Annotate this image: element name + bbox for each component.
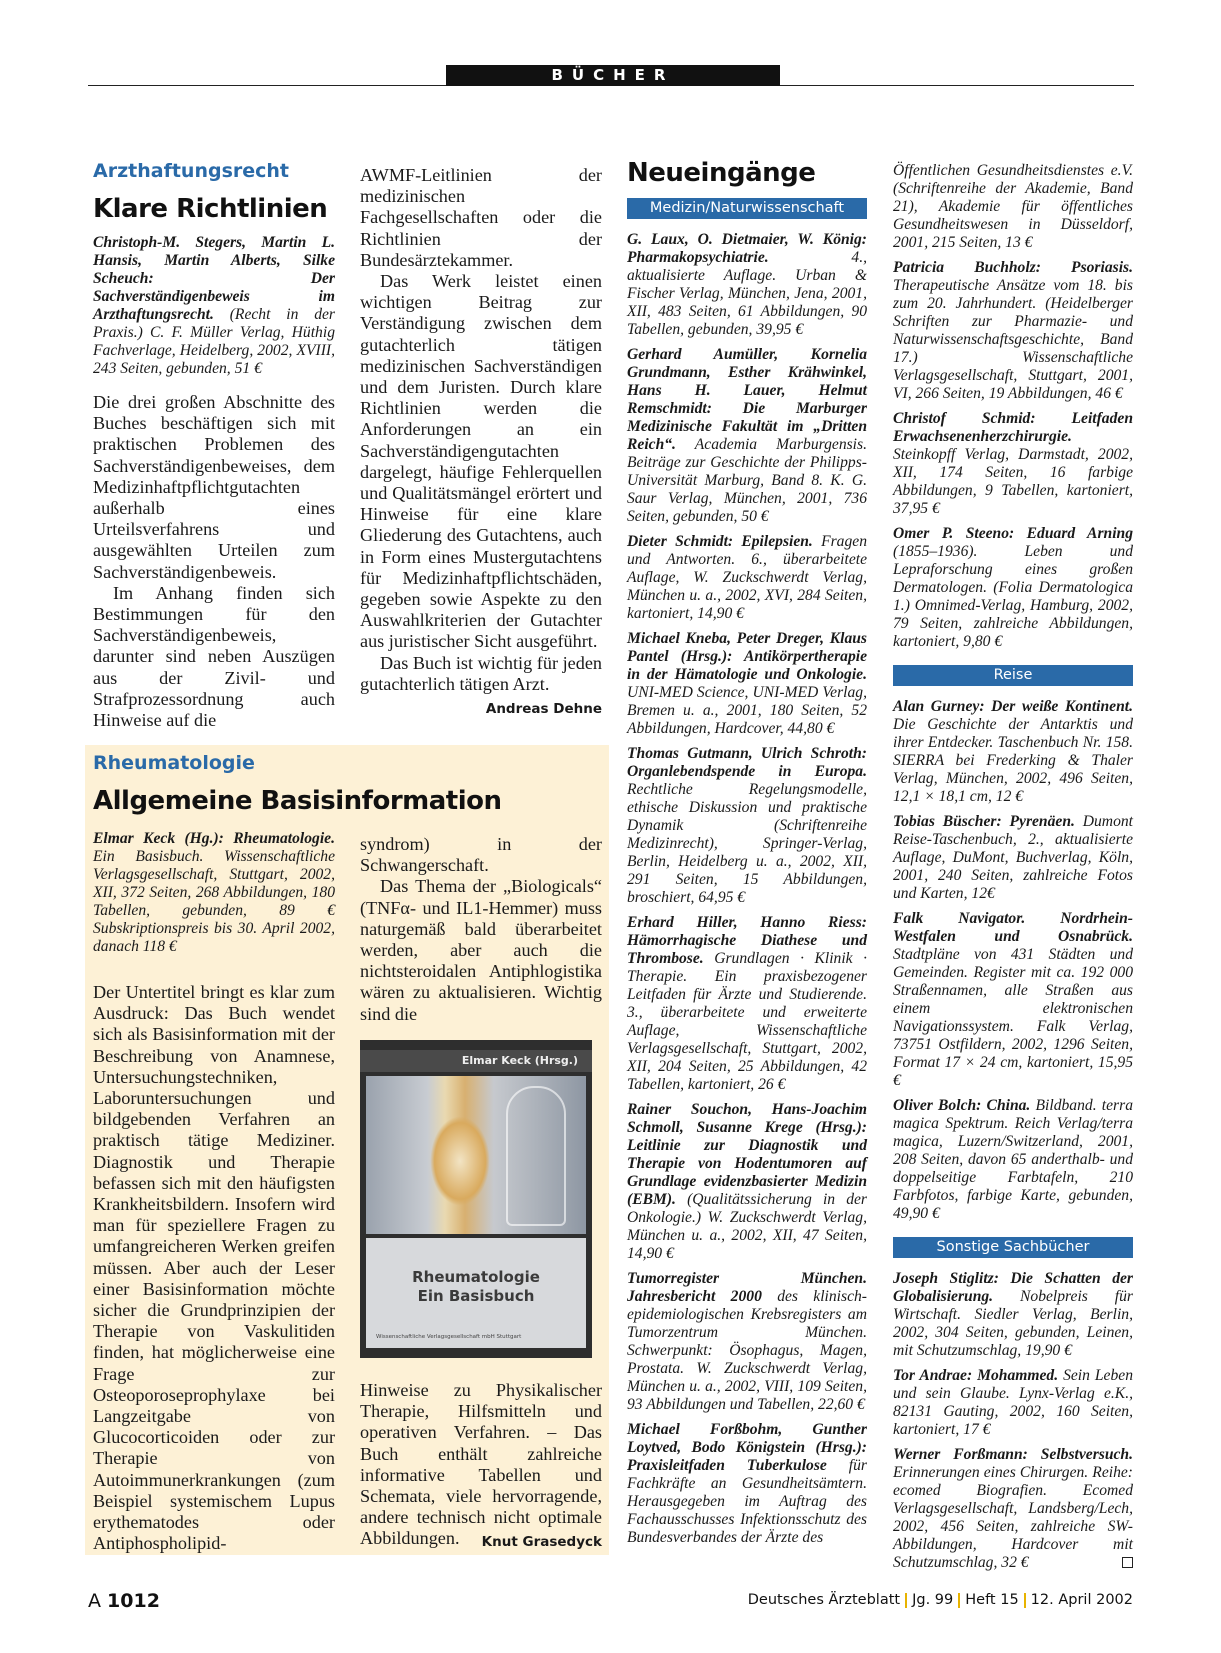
book-entry-title: Gerhard Aumüller, Kornelia Grundmann, Esther Krähwinkel, Hans H. Lauer, Helmut Remschmidt: Die Marburger Medizinische Fakultät im „Dritten Reich“. (627, 346, 867, 453)
article2-paragraph-4-text: Hinweise zu Physikalischer Therapie, Hilfsmitteln und operativen Verfahren. – Das Buch enthält zahlreiche informative Tabellen und Schemata, viele hervorragende, andere technisch nicht optimale Abbildungen. (360, 1380, 602, 1549)
book-entry-title: Falk Navigator. Nordrhein-Westfalen und Osnabrück. (893, 910, 1133, 945)
book-entry-details: Rechtliche Regelungsmodelle, ethische Diskussion und praktische Dynamik (Schriftenreihe Medizinrecht), Springer-Verlag, Berlin, Heidelberg u. a., 2002, XII, 291 Seiten, 15 Abbildungen, broschiert, 64,95 € (627, 781, 867, 906)
book-entry (627, 231, 867, 339)
book-entry-details: Dumont Reise-Taschenbuch, 2., aktualisierte Auflage, DuMont, Buchverlag, Köln, 2001, 240 Seiten, zahlreiche Fotos und Karten, 12€ (893, 813, 1133, 902)
cover-knee-joint-graphic (430, 1116, 490, 1206)
page-number-value: 1012 (107, 1590, 160, 1612)
article2-col2-bottom (360, 1380, 602, 1554)
cover-figure-graphic (506, 1086, 566, 1226)
journal-date: 12. April 2002 (1030, 1592, 1133, 1608)
book-entry (893, 525, 1133, 651)
book-entry-title: Rainer Souchon, Hans-Joachim Schmoll, Susanne Krege (Hrsg.): Leitlinie zur Diagnostik und Therapie von Hodentumoren auf Grundlage evidenzbasierter Medizin (EBM). (627, 1101, 867, 1208)
book-entry (893, 1097, 1133, 1223)
separator (905, 1593, 907, 1608)
article1-paragraph-5 (360, 652, 602, 718)
book-entry-title: Oliver Bolch: China. (893, 1097, 1031, 1114)
article1-paragraph-4: Das Werk leistet einen wichtigen Beitrag zur Verständigung zwischen dem gutachterlich tätigen medizinischen Sachverständigen und dem Juristen. Durch klare Richtlinien werden die Anforderungen an ein Sachverständigengutachten dargelegt, häufige Fehlerquellen und Qualitätsmängel erörtert und Hinweise für eine klare Gliederung des Gutachtens, auch in Form eines Mustergutachtens für Medizinhaftpflichtschäden, gegeben sowie Aspekte zu den Auswahlkriterien der Gutachter aus juristischer Sicht ausgeführt. (360, 271, 602, 652)
book-entry-title: G. Laux, O. Dietmaier, W. König: Pharmakopsychiatrie. (627, 231, 867, 266)
article1-paragraph-2: Im Anhang finden sich Bestimmungen für den Sachverständigenbeweis, darunter sind neben Auszügen aus der Zivil- und Strafprozessordnung auch Hinweise auf die (93, 582, 335, 731)
book-entry-title: Erhard Hiller, Hanno Riess: Hämorrhagische Diathese und Thrombose. (627, 914, 867, 967)
article2-author: Knut Grasedyck (481, 1534, 602, 1551)
page-number (88, 1590, 160, 1612)
article2-col2-top (360, 834, 602, 1025)
category-reise: Reise (893, 665, 1133, 686)
article2-head (93, 752, 593, 816)
book-entry-title: Thomas Gutmann, Ulrich Schroth: Organlebendspende in Europa. (627, 745, 867, 780)
book-entry-title: Joseph Stiglitz: Die Schatten der Globalisierung. (893, 1270, 1133, 1305)
book-entry-details: des klinisch-epidemiologischen Krebsregisters am Tumorzentrum München. Schwerpunkt: Ösophagus, Magen, Prostata. W. Zuckschwerdt Verlag, München u. a., 2002, VIII, 109 Seiten, 93 Abbildungen und Tabellen, 22,60 € (627, 1288, 867, 1413)
neueingaenge-list-medizin-cont (893, 162, 1133, 651)
page-prefix: A (88, 1590, 101, 1612)
book-entry-details: Academia Marburgensis. Beiträge zur Geschichte der Philipps-Universität Marburg, Band 8. K. G. Saur Verlag, München, 2001, 736 Seiten, gebunden, 50 € (627, 436, 867, 525)
book-entry (627, 1421, 867, 1547)
book-entry-title: Tumorregister München. Jahresbericht 2000 (627, 1270, 867, 1305)
journal-info (748, 1592, 1133, 1608)
book-entry-details: Nobelpreis für Wirtschaft. Siedler Verlag, Berlin, 2002, 304 Seiten, gebunden, Leinen, mit Schutzumschlag, 19,90 € (893, 1288, 1133, 1359)
cover-publisher: Wissenschaftliche Verlagsgesellschaft mbH Stuttgart (376, 1334, 522, 1340)
book-entry-title: Christof Schmid: Leitfaden Erwachsenenherzchirurgie. (893, 410, 1133, 445)
book-entry-details: Therapeutische Ansätze vom 18. bis zum 20. Jahrhundert. (Heidelberger Schriften zur Pharmazie- und Naturwissenschaftsgeschichte, Band 17.) Wissenschaftliche Verlagsgesellschaft, Stuttgart, 2001, VI, 266 Seiten, 19 Abbildungen, 46 € (893, 277, 1133, 402)
neueingaenge-list-medizin (627, 231, 867, 1547)
book-entry (893, 813, 1133, 903)
book-entry-title: Patricia Buchholz: Psoriasis. (893, 259, 1133, 276)
neueingaenge-col2 (893, 162, 1133, 1579)
book-entry-title: Werner Forßmann: Selbstversuch. (893, 1446, 1133, 1463)
book-entry (893, 259, 1133, 403)
article2-paragraph-1: Der Untertitel bringt es klar zum Ausdruck: Das Buch wendet sich als Basisinformation mit der Beschreibung von Anamnese, Untersuchungstechniken, Laboruntersuchungen und bildgebenden Verfahren an praktisch tätige Mediziner. Diagnostik und Therapie befassen sich mit den häufigsten Krankheitsbildern. Insofern wird man für speziellere Fragen zu umfangreicheren Werken greifen müssen. Aber auch der Leser einer Basisinformation möchte sicher die Grundprinzipien der Therapie von Vaskulitiden finden, hat möglicherweise eine Frage zur Osteoporoseprophylaxe bei Langzeitgabe von Glucocorticoiden oder zur Therapie von Autoimmunerkrankungen (zum Beispiel systemischem Lupus erythematodes oder Antiphospholipid- (93, 982, 335, 1554)
book-entry (893, 162, 1133, 252)
article2-col1 (93, 830, 335, 1554)
article2-paragraph-2: syndrom) in der Schwangerschaft. (360, 834, 602, 876)
article2-biblio-rest: Ein Basisbuch. Wissenschaftliche Verlagsgesellschaft, Stuttgart, 2002, XII, 372 Seiten, 268 Abbildungen, 180 Tabellen, gebunden, 89 € Subskriptionspreis bis 30. April 2002, danach 118 € (93, 848, 335, 955)
book-entry (627, 630, 867, 738)
neueingaenge-list-reise (893, 698, 1133, 1223)
article1-paragraph-3: AWMF-Leitlinien der medizinischen Fachgesellschaften oder die Richtlinien der Bundesärztekammer. (360, 165, 602, 270)
article1-paragraph-1: Die drei großen Abschnitte des Buches beschäftigen sich mit praktischen Problemen des Sachverständigenbeweises, dem Medizinhaftpflichtgutachten außerhalb eines Urteilsverfahrens und ausgewählten Urteilen zum Sachverständigenbeweis. (93, 392, 335, 582)
book-entry-details: Sein Leben und sein Glaube. Lynx-Verlag e.K., 82131 Gauting, 2002, 160 Seiten, kartoniert, 17 € (893, 1367, 1133, 1438)
book-entry (627, 1101, 867, 1263)
book-entry-title: Michael Kneba, Peter Dreger, Klaus Pantel (Hrsg.): Antikörpertherapie in der Hämatologie und Onkologie. (627, 630, 867, 683)
article1-col1 (93, 160, 335, 731)
book-entry (627, 745, 867, 907)
article1-biblio (93, 234, 335, 378)
book-entry-details: Steinkopff Verlag, Darmstadt, 2002, XII, 174 Seiten, 16 farbige Abbildungen, 9 Tabellen, kartoniert, 37,95 € (893, 446, 1133, 517)
book-entry (627, 914, 867, 1094)
category-medizin: Medizin/Naturwissenschaft (627, 198, 867, 219)
journal-volume: Jg. 99 (912, 1592, 954, 1608)
book-entry-details: Grundlagen · Klinik · Therapie. Ein praxisbezogener Leitfaden für Ärzte und Studierende. 3., überarbeitete und erweiterte Auflage, Wissenschaftliche Verlagsgesellschaft, Stuttgart, 2002, XII, 204 Seiten, 25 Abbildungen, 42 Tabellen, kartoniert, 26 € (627, 950, 867, 1093)
cover-title-line2: Ein Basisbuch (417, 1287, 535, 1305)
neueingaenge-title: Neueingänge (627, 158, 816, 188)
book-entry (627, 346, 867, 526)
end-mark-icon (1122, 1557, 1133, 1568)
cover-editor: Elmar Keck (Hrsg.) (360, 1050, 592, 1072)
book-entry (893, 698, 1133, 806)
cover-title-line1: Rheumatologie (412, 1268, 540, 1286)
book-entry-details: UNI-MED Science, UNI-MED Verlag, Bremen u. a., 2001, 180 Seiten, 52 Abbildungen, Hardcover, 44,80 € (627, 684, 867, 737)
category-sonstige: Sonstige Sachbücher (893, 1237, 1133, 1258)
article2-paragraph-3: Das Thema der „Biologicals“ (TNFα- und IL1-Hemmer) muss naturgemäß bald überarbeitet werden, aber auch die nichtsteroidalen Antiphlogistika wären zu aktualisieren. Wichtig sind die (360, 876, 602, 1024)
article1-biblio-bold: Christoph-M. Stegers, Martin L. Hansis, Martin Alberts, Silke Scheuch: Der Sachverständigenbeweis im Arzthaftungsrecht. (93, 234, 335, 323)
book-entry (893, 910, 1133, 1090)
journal-issue: Heft 15 (965, 1592, 1019, 1608)
book-entry-details: Bildband. terra magica Spektrum. Reich Verlag/terra magica, Luzern/Switzerland, 2001, 208 Seiten, davon 65 anderthalb- und doppelseitige Farbtafeln, 210 Farbfotos, farbige Karte, gebunden, 49,90 € (893, 1097, 1133, 1222)
article2-kicker: Rheumatologie (93, 752, 255, 774)
article1-paragraph-5-text: Das Buch ist wichtig für jeden gutachterlich tätigen Arzt. (360, 652, 602, 694)
article1-title: Klare Richtlinien (93, 194, 328, 224)
section-label: BÜCHER (446, 65, 780, 86)
book-entry-details: Fragen und Antworten. 6., überarbeitete Auflage, W. Zuckschwerdt Verlag, München u. a., 2002, XVI, 284 Seiten, kartoniert, 14,90 € (627, 533, 867, 622)
book-entry (893, 1367, 1133, 1439)
book-entry (627, 1270, 867, 1414)
separator (1024, 1593, 1026, 1608)
book-entry-details: (1855–1936). Leben und Lepraforschung eines großen Dermatologen. (Folia Dermatologica 1.) Omnimed-Verlag, Hamburg, 2002, 79 Seiten, zahlreiche Abbildungen, kartoniert, 9,80 € (893, 543, 1133, 650)
book-entry-title: Omer P. Steeno: Eduard Arning (893, 525, 1133, 542)
cover-title (374, 1268, 578, 1306)
book-entry-title: Alan Gurney: Der weiße Kontinent. (893, 698, 1133, 715)
book-entry-title: Dieter Schmidt: Epilepsien. (627, 533, 813, 550)
book-entry-details: Stadtpläne von 431 Städten und Gemeinden. Register mit ca. 192 000 Straßennamen, alle Straßen aus einem elektronischen Navigationssystem. Falk Verlag, 73751 Ostfildern, 2002, 1296 Seiten, Format 17 × 24 cm, kartoniert, 15,95 € (893, 946, 1133, 1089)
book-entry (893, 1446, 1133, 1572)
article1-biblio-rest: (Recht in der Praxis.) C. F. Müller Verlag, Hüthig Fachverlage, Heidelberg, 2002, XVIII, 243 Seiten, gebunden, 51 € (93, 306, 336, 377)
book-entry-details: für Fachkräfte an Gesundheitsämtern. Herausgegeben im Auftrag des Fachausschusses Infektionsschutz des Bundesverbandes der Ärzte des (627, 1457, 867, 1546)
book-entry-details: (Qualitätssicherung in der Onkologie.) W. Zuckschwerdt Verlag, München u. a., 2002, XII, 47 Seiten, 14,90 € (627, 1191, 867, 1262)
book-entry-details: Öffentlichen Gesundheitsdienstes e.V. (Schriftenreihe der Akademie, Band 21), Akademie für öffentliches Gesundheitswesen in Düsseldorf, 2001, 215 Seiten, 13 € (893, 162, 1133, 251)
book-entry (627, 533, 867, 623)
neueingaenge-col1 (627, 158, 867, 1554)
article1-col2 (360, 165, 602, 720)
book-entry-title: Michael Forßbohm, Gunther Loytved, Bodo Königstein (Hrsg.): Praxisleitfaden Tuberkulose (627, 1421, 867, 1474)
book-entry (893, 410, 1133, 518)
book-entry (893, 1270, 1133, 1360)
book-entry-details: 4., aktualisierte Auflage. Urban & Fischer Verlag, München, Jena, 2001, XII, 483 Seiten, 61 Abbildungen, 90 Tabellen, gebunden, 39,95 € (627, 249, 867, 338)
article1-author: Andreas Dehne (485, 701, 602, 718)
book-cover-image (360, 1040, 592, 1358)
article2-paragraph-4 (360, 1380, 602, 1550)
cover-artwork (366, 1076, 586, 1234)
book-entry-title: Tobias Büscher: Pyrenäen. (893, 813, 1075, 830)
article2-title: Allgemeine Basisinformation (93, 786, 502, 816)
article1-kicker: Arzthaftungsrecht (93, 160, 290, 182)
book-entry-details: Die Geschichte der Antarktis und ihrer Entdecker. Taschenbuch Nr. 158. SIERRA bei Frederking & Thaler Verlag, München, 2002, 496 Seiten, 12,1 × 18,1 cm, 12 € (893, 716, 1133, 805)
book-entry-title: Tor Andrae: Mohammed. (893, 1367, 1059, 1384)
neueingaenge-list-sonstige (893, 1270, 1133, 1572)
article2-biblio-bold: Elmar Keck (Hg.): Rheumatologie. (93, 830, 335, 847)
article2-biblio (93, 830, 335, 956)
book-entry-details: Erinnerungen eines Chirurgen. Reihe: ecomed Biografien. Ecomed Verlagsgesellschaft, Landsberg/Lech, 2002, 456 Seiten, zahlreiche SW-Abbildungen, Hardcover mit Schutzumschlag, 32 € (893, 1464, 1133, 1571)
separator (958, 1593, 960, 1608)
journal-name: Deutsches Ärzteblatt (747, 1592, 901, 1608)
